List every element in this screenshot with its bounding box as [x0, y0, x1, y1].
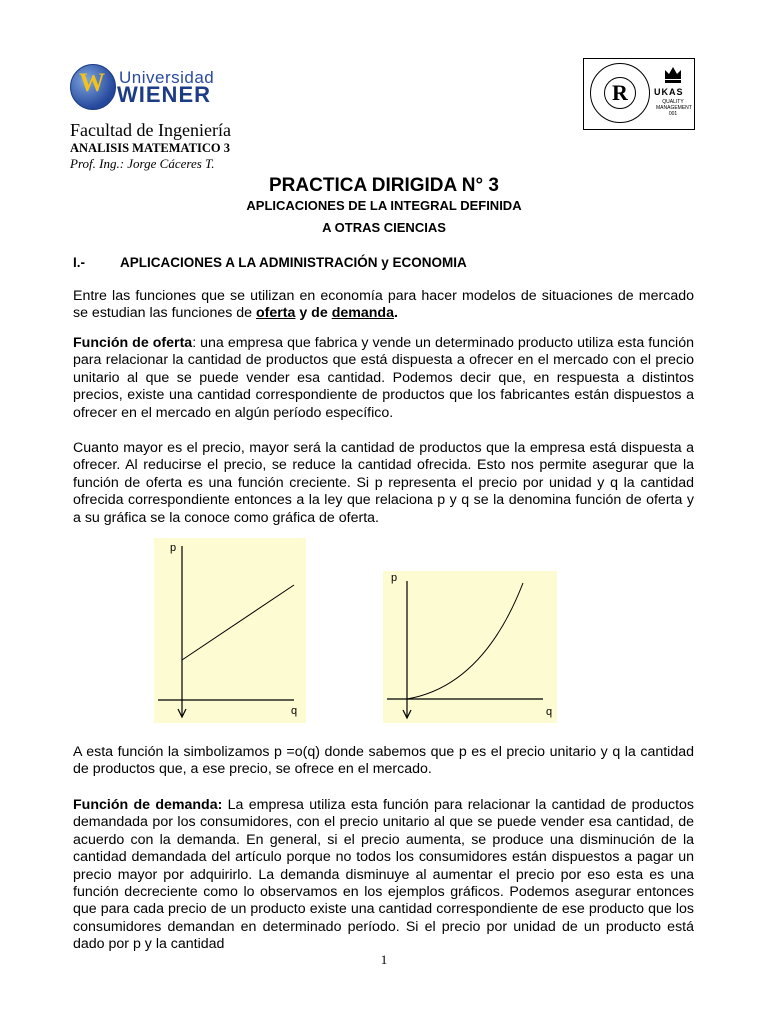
registered-seal-icon [590, 63, 650, 123]
section-title: APLICACIONES A LA ADMINISTRACIÓN y ECONOMIA [120, 255, 467, 270]
graph2-y-label: p [391, 572, 398, 584]
section-number: I.- [73, 255, 85, 270]
page-title: PRACTICA DIRIGIDA N° 3 [269, 175, 499, 196]
demanda-label: Función de demanda: [73, 797, 223, 813]
course-name: ANALISIS MATEMATICO 3 [70, 141, 230, 155]
ukas-sublabel: QUALITY MANAGEMENT 001 [656, 99, 692, 117]
logo-mark: W [79, 68, 105, 97]
page-subtitle: APLICACIONES DE LA INTEGRAL DEFINIDA [246, 198, 522, 213]
logo-line1: Universidad [119, 68, 215, 87]
graph1-y-label: p [170, 542, 177, 554]
registered-mark: R [604, 77, 636, 109]
crown-icon [662, 63, 684, 85]
page-number: 1 [380, 952, 388, 967]
paragraph-oferta: Función de oferta: una empresa que fabrica y vende un determinado producto utiliza esta función para relacionar la cantidad de productos que está dispuesta a ofrecer en el mercado con el precio unitario al que se puede vender esa cantidad. Podemos decir que, en respuesta a distintos precios, existe una cantidad correspondiente de productos que los fabricantes están dispuestos a ofrecer en el mercado en algún período específico. [73, 335, 694, 421]
logo-line2: WIENER [117, 82, 211, 107]
graph-background [154, 538, 306, 723]
paragraph-demanda: Función de demanda: La empresa utiliza esta función para relacionar la cantidad de productos demandada por los consumidores, con el precio unitario al que se puede vender esa cantidad, de acuerdo con la demanda. En general, si el precio aumenta, se produce una disminución de la cantidad demandada del artículo porque no todos los consumidores están dispuestos a pagar un precio mayor por adquirirlo. La demanda disminuye al aumentar el precio por eso esta es una función decreciente como lo observamos en los ejemplos gráficos. Podemos asegurar entonces que para cada precio de un producto existe una cantidad correspondiente de ese producto que los consumidores demandan en determinado período. Si el precio por unidad de un producto está dado por p y la cantidad [73, 797, 694, 953]
paragraph-creciente: Cuanto mayor es el precio, mayor será la cantidad de productos que la empresa está dispuesta a ofrecer. Al reducirse el precio, se reduce la cantidad ofrecida. Esto nos permite asegurar que la función de oferta es una función creciente. Si p representa el precio por unidad y q la cantidad ofrecida correspondiente entonces a la ley que relaciona p y q se la denomina función de oferta y a su gráfica se la conoce como gráfica de oferta. [73, 440, 694, 526]
faculty-name: Facultad de Ingeniería [70, 120, 231, 140]
supply-linear-graph [154, 538, 306, 723]
graph-background [383, 571, 557, 723]
certification-seal [583, 58, 695, 130]
graph1-x-label: q [291, 705, 298, 717]
supply-curve-graph [383, 571, 557, 723]
university-logo [70, 62, 250, 122]
paragraph-simbolo: A esta función la simbolizamos p =o(q) donde sabemos que p es el precio unitario y q la cantidad de productos que, a ese precio, se ofrece en el mercado. [73, 744, 694, 778]
paragraph-intro: Entre las funciones que se utilizan en economía para hacer modelos de situaciones de mercado se estudian las funciones de oferta y de demanda. [73, 288, 694, 322]
page-subtitle-2: A OTRAS CIENCIAS [322, 220, 446, 235]
term-demanda: demanda [331, 305, 394, 322]
oferta-label: Función de oferta [73, 335, 193, 351]
graph2-x-label: q [546, 706, 553, 718]
ukas-label: UKAS [654, 87, 684, 97]
professor-name: Prof. Ing.: Jorge Cáceres T. [70, 156, 215, 171]
term-oferta: oferta [255, 305, 296, 322]
